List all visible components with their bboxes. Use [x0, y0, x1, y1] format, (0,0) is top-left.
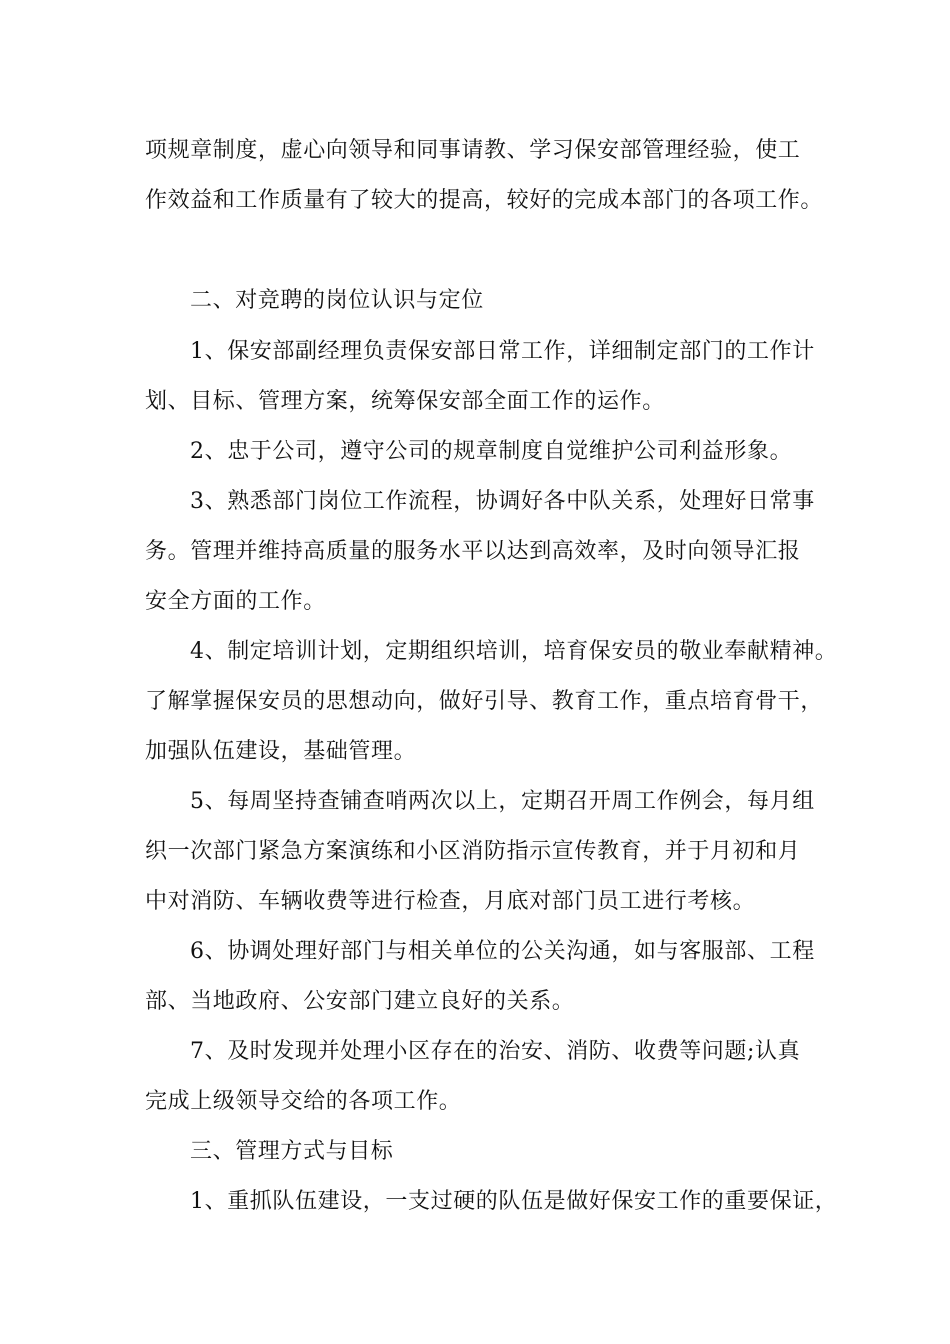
list-item-4-line: 了解掌握保安员的思想动向，做好引导、教育工作，重点培育骨干， — [145, 689, 824, 714]
list-item-2-line: 2、忠于公司，遵守公司的规章制度自觉维护公司利益形象。 — [190, 439, 793, 464]
list-item-5-line: 织一次部门紧急方案演练和小区消防指示宣传教育，并于月初和月 — [145, 839, 801, 864]
section-heading: 二、对竞聘的岗位认识与定位 — [190, 288, 484, 313]
list-item-7-line: 完成上级领导交给的各项工作。 — [145, 1089, 462, 1114]
list-item-3-line: 3、熟悉部门岗位工作流程，协调好各中队关系，处理好日常事 — [190, 489, 815, 514]
list-item-1-line: 划、目标、管理方案，统筹保安部全面工作的运作。 — [145, 389, 665, 414]
list-item-1-line: 1、保安部副经理负责保安部日常工作，详细制定部门的工作计 — [190, 339, 815, 364]
list-item-5-line: 5、每周坚持查铺查哨两次以上，定期召开周工作例会，每月组 — [190, 789, 815, 814]
list-item-4-line: 加强队伍建设，基础管理。 — [145, 739, 417, 764]
paragraph-line: 项规章制度，虚心向领导和同事请教、学习保安部管理经验，使工 — [145, 138, 801, 163]
list-item-4-line: 4、制定培训计划，定期组织培训，培育保安员的敬业奉献精神。 — [190, 639, 838, 664]
list-item-5-line: 中对消防、车辆收费等进行检查，月底对部门员工进行考核。 — [145, 889, 756, 914]
section-heading: 三、管理方式与目标 — [190, 1139, 394, 1164]
paragraph-line: 作效益和工作质量有了较大的提高，较好的完成本部门的各项工作。 — [145, 188, 824, 213]
list-item-3-line: 安全方面的工作。 — [145, 589, 326, 614]
list-item-line: 1、重抓队伍建设，一支过硬的队伍是做好保安工作的重要保证， — [190, 1189, 838, 1214]
list-item-7-line: 7、及时发现并处理小区存在的治安、消防、收费等问题;认真 — [190, 1039, 801, 1064]
list-item-3-line: 务。管理并维持高质量的服务水平以达到高效率，及时向领导汇报 — [145, 539, 801, 564]
list-item-6-line: 6、协调处理好部门与相关单位的公关沟通，如与客服部、工程 — [190, 939, 815, 964]
list-item-6-line: 部、当地政府、公安部门建立良好的关系。 — [145, 989, 575, 1014]
